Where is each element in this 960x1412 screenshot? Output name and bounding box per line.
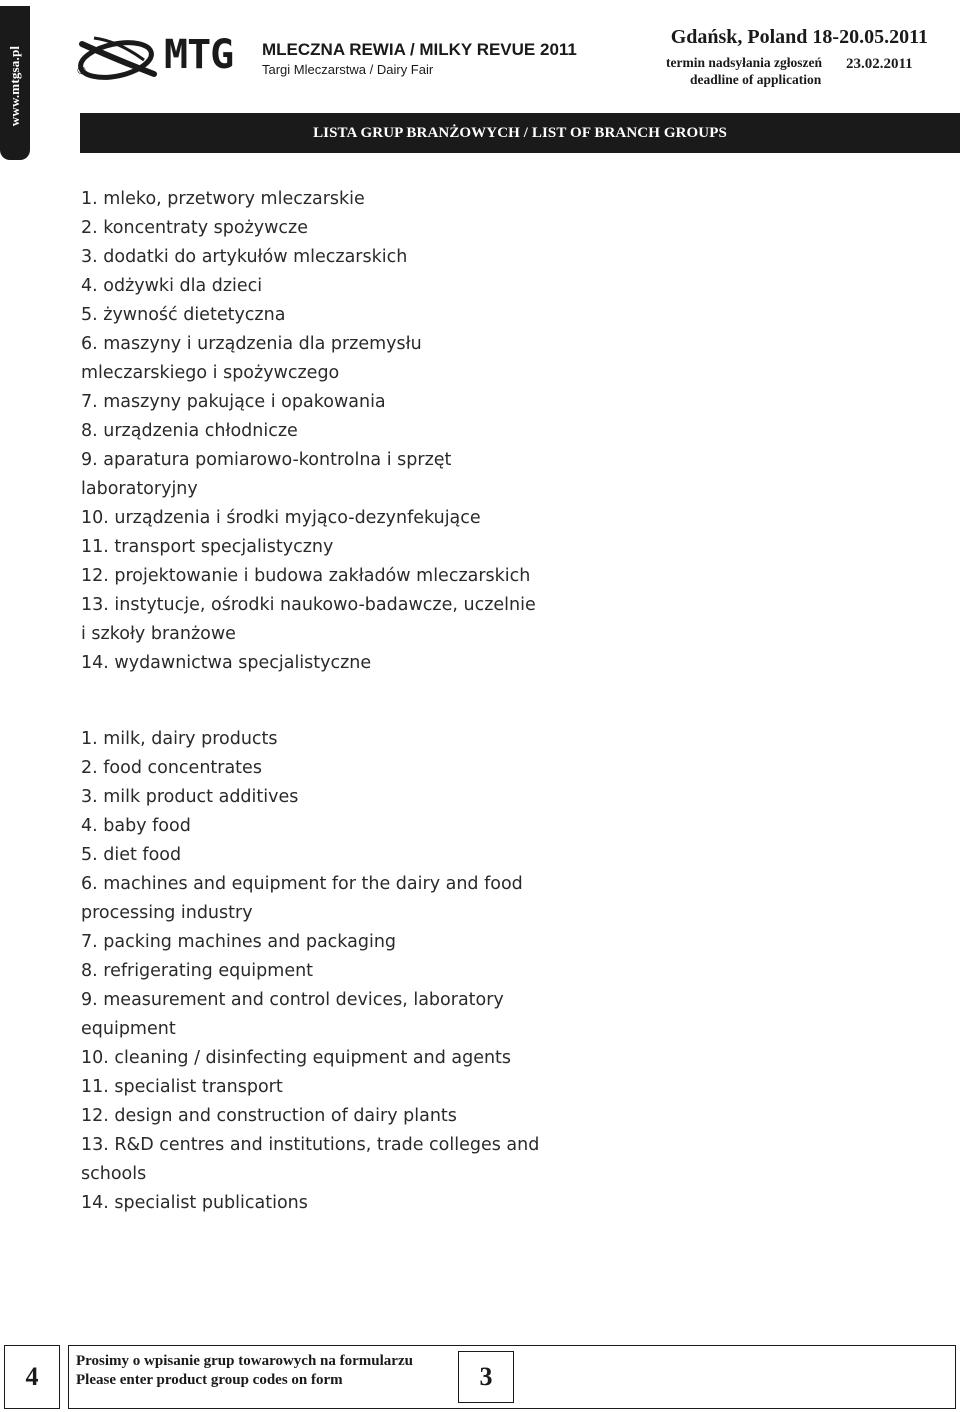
deadline-label-en: deadline of application [690,72,822,87]
list-item: 13. R&D centres and institutions, trade colleges and [81,1135,540,1155]
side-tab [0,6,30,160]
list-item: 8. urządzenia chłodnicze [81,421,298,441]
section-banner [80,113,960,153]
mtg-logo-icon [74,30,158,90]
list-item: 4. baby food [81,816,191,836]
list-item: laboratoryjny [81,479,198,499]
website-url[interactable]: www.mtgsa.pl [7,45,22,127]
list-item: 10. urządzenia i środki myjąco-dezynfekujące [81,508,481,528]
list-item: 2. food concentrates [81,758,262,778]
list-item: 9. measurement and control devices, laboratory [81,990,504,1010]
list-item: schools [81,1164,147,1184]
event-location-dates: Gdańsk, Poland 18-20.05.2011 [670,26,928,48]
list-item: 4. odżywki dla dzieci [81,276,263,296]
list-item: 11. transport specjalistyczny [81,537,334,557]
branch-list-en [81,725,551,1218]
registered-mark: ® [76,64,87,77]
form-number: 3 [479,1362,493,1391]
footer-note-pl: Prosimy o wpisanie grup towarowych na formularzu [76,1353,413,1369]
list-item: 3. dodatki do artykułów mleczarskich [81,247,408,267]
list-item: mleczarskiego i spożywczego [81,363,340,383]
list-item: 13. instytucje, ośrodki naukowo-badawcze, uczelnie [81,595,536,615]
list-item: 3. milk product additives [81,787,299,807]
list-item: 6. maszyny i urządzenia dla przemysłu [81,334,422,354]
list-item: 9. aparatura pomiarowo-kontrolna i sprzęt [81,450,452,470]
event-subtitle: Targi Mleczarstwa / Dairy Fair [262,62,434,77]
list-item: equipment [81,1019,176,1039]
list-item: 1. milk, dairy products [81,729,278,749]
branch-list-pl [81,185,551,678]
form-number-box [458,1351,514,1403]
list-item: 14. wydawnictwa specjalistyczne [81,653,372,673]
logo-text: MTG [164,32,234,78]
footer-note-en: Please enter product group codes on form [76,1372,343,1388]
list-item: 7. packing machines and packaging [81,932,397,952]
list-item: 11. specialist transport [81,1077,283,1097]
list-item: 2. koncentraty spożywcze [81,218,308,238]
list-item: processing industry [81,903,253,923]
list-item: 5. żywność dietetyczna [81,305,286,325]
list-item: 1. mleko, przetwory mleczarskie [81,189,365,209]
deadline-date: 23.02.2011 [846,56,913,72]
event-title: MLECZNA REWIA / MILKY REVUE 2011 [262,40,577,59]
list-item: 12. projektowanie i budowa zakładów mleczarskich [81,566,531,586]
list-item: 5. diet food [81,845,182,865]
page-number: 4 [25,1362,39,1391]
list-item: 10. cleaning / disinfecting equipment and agents [81,1048,512,1068]
list-item: 8. refrigerating equipment [81,961,314,981]
list-item: 6. machines and equipment for the dairy and food [81,874,523,894]
list-item: 14. specialist publications [81,1193,308,1213]
banner-title: LISTA GRUP BRANŻOWYCH / LIST OF BRANCH GROUPS [313,124,727,141]
deadline-label-pl: termin nadsyłania zgłoszeń [666,55,823,70]
list-item: 12. design and construction of dairy plants [81,1106,457,1126]
page-number-box [4,1345,60,1409]
list-item: 7. maszyny pakujące i opakowania [81,392,386,412]
list-item: i szkoły branżowe [81,624,236,644]
